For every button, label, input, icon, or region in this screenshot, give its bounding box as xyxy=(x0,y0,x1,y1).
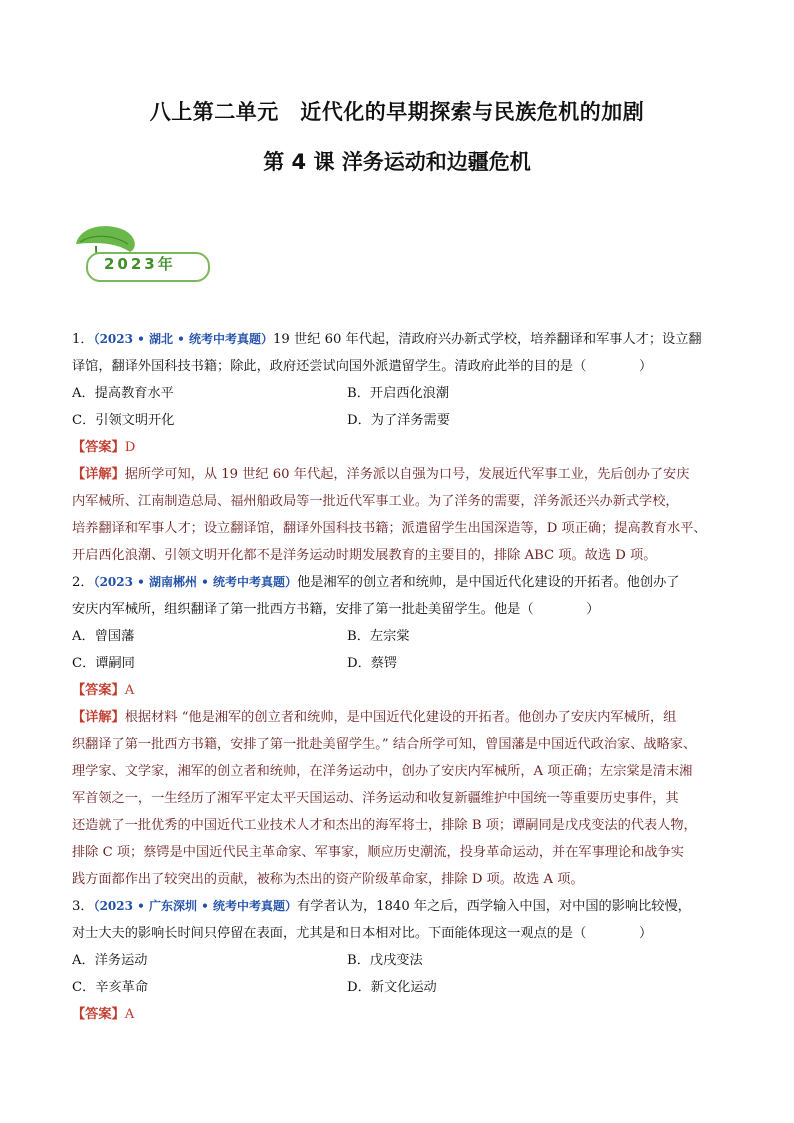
q3-number: 3． xyxy=(72,899,94,914)
q1-stem-line-2: 译馆，翻译外国科技书籍；除此，政府还尝试向国外派遣留学生。清政府此举的目的是（ ） xyxy=(72,359,653,374)
q3-answer-value: A xyxy=(124,1007,135,1022)
unit-title: 八上第二单元 近代化的早期探索与民族危机的加剧 xyxy=(149,100,645,124)
q2-option-c[interactable]: C．谭嗣同 xyxy=(72,656,135,671)
q2-answer-label: 【答案】 xyxy=(72,683,125,698)
q3-stem-line-2: 对士大夫的影响长时间只停留在表面，尤其是和日本相对比。下面能体现这一观点的是（ ） xyxy=(72,926,653,941)
q3-answer-label: 【答案】 xyxy=(72,1007,125,1022)
q2-stem-line-2: 安庆内军械所，组织翻译了第一批西方书籍，安排了第一批赴美留学生。他是（ ） xyxy=(72,602,600,617)
q2-detail-line-3: 理学家、文学家，湘军的创立者和统帅，在洋务运动中，创办了安庆内军械所，A 项正确；左宗棠是清末湘 xyxy=(72,764,693,779)
q2-answer xyxy=(72,677,727,704)
q2-stem-text-1: 他是湘军的创立者和统帅，是中国近代化建设的开拓者。他创办了 xyxy=(297,575,680,590)
q1-stem-line-1 xyxy=(72,326,727,353)
q1-answer-value: D xyxy=(124,440,136,455)
year-badge-section xyxy=(72,222,222,312)
q2-detail-line-6: 排除 C 项；蔡锷是中国近代民主革命家、军事家，顺应历史潮流，投身革命运动，并在军事理论和战争实 xyxy=(72,845,684,860)
q2-detail-text-1: 根据材料 “他是湘军的创立者和统帅，是中国近代化建设的开拓者。他创办了安庆内军械所，组 xyxy=(124,710,677,725)
q3-options-row-1 xyxy=(72,947,727,974)
q1-detail-line-4: 开启西化浪潮、引领文明开化都不是洋务运动时期发展教育的主要目的，排除 ABC 项。故选 D 项。 xyxy=(72,548,657,563)
q1-options-row-1 xyxy=(72,380,727,407)
q2-option-d[interactable]: D．蔡锷 xyxy=(347,656,398,671)
q1-option-a[interactable]: A．提高教育水平 xyxy=(72,386,174,401)
q1-stem-text-1: 19 世纪 60 年代起，清政府兴办新式学校，培养翻译和军事人才；设立翻 xyxy=(273,332,702,347)
q2-options-row-1 xyxy=(72,623,727,650)
q1-detail-line-2: 内军械所、江南制造总局、福州船政局等一批近代军事工业。为了洋务的需要，洋务派还兴办新式学校， xyxy=(72,494,679,509)
q3-answer xyxy=(72,1001,727,1028)
q3-option-d[interactable]: D．新文化运动 xyxy=(347,980,437,995)
q1-source: （2023 • 湖北 • 统考中考真题） xyxy=(93,332,274,346)
q1-option-d[interactable]: D．为了洋务需要 xyxy=(347,413,450,428)
q1-detail-line-1 xyxy=(72,461,727,488)
q3-option-b[interactable]: B．戊戌变法 xyxy=(347,953,423,968)
lesson-title: 第 4 课 洋务运动和边疆危机 xyxy=(263,150,531,174)
q2-option-a[interactable]: A．曾国藩 xyxy=(72,629,135,644)
q2-answer-value: A xyxy=(124,683,135,698)
q3-stem-line-1 xyxy=(72,893,727,920)
q1-detail-text-1: 据所学可知，从 19 世纪 60 年代起，洋务派以自强为口号，发展近代军事工业，先后创办了安庆 xyxy=(124,467,690,482)
q3-stem-text-1: 有学者认为，1840 年之后，西学输入中国，对中国的影响比较慢， xyxy=(297,899,691,914)
q2-option-b[interactable]: B．左宗棠 xyxy=(347,629,410,644)
q2-detail-line-2: 织翻译了第一批西方书籍，安排了第一批赴美留学生。” 结合所学可知，曾国藩是中国近代政治家、战略家、 xyxy=(72,737,697,752)
question-list xyxy=(72,326,727,1028)
q2-stem-line-1 xyxy=(72,569,727,596)
q3-options-row-2 xyxy=(72,974,727,1001)
year-badge-text: 2023年 xyxy=(104,255,176,273)
q1-answer xyxy=(72,434,727,461)
q2-detail-line-5: 还造就了一批优秀的中国近代工业技术人才和杰出的海军将士，排除 B 项；谭嗣同是戊戌变法的代表人物， xyxy=(72,818,697,833)
q1-option-b[interactable]: B．开启西化浪潮 xyxy=(347,386,450,401)
q3-option-c[interactable]: C．辛亥革命 xyxy=(72,980,149,995)
q2-detail-line-1 xyxy=(72,704,727,731)
q2-options-row-2 xyxy=(72,650,727,677)
q2-detail-line-7: 践方面都作出了较突出的贡献，被称为杰出的资产阶级革命家，排除 D 项。故选 A 项。 xyxy=(72,872,584,887)
q3-option-a[interactable]: A．洋务运动 xyxy=(72,953,148,968)
q2-detail-line-4: 军首领之一，一生经历了湘军平定太平天国运动、洋务运动和收复新疆维护中国统一等重要历史事件，其 xyxy=(72,791,679,806)
q1-option-c[interactable]: C．引领文明开化 xyxy=(72,413,175,428)
q2-number: 2． xyxy=(72,575,94,590)
q2-detail-label: 【详解】 xyxy=(72,710,125,725)
q3-source: （2023 • 广东深圳 • 统考中考真题） xyxy=(93,899,298,913)
q1-detail-line-3: 培养翻译和军事人才；设立翻译馆，翻译外国科技书籍；派遣留学生出国深造等，D 项正确；提高教育水平、 xyxy=(72,521,707,536)
q1-number: 1． xyxy=(72,332,94,347)
q2-source: （2023 • 湖南郴州 • 统考中考真题） xyxy=(93,575,298,589)
q1-detail-label: 【详解】 xyxy=(72,467,125,482)
q1-options-row-2 xyxy=(72,407,727,434)
q1-answer-label: 【答案】 xyxy=(72,440,125,455)
